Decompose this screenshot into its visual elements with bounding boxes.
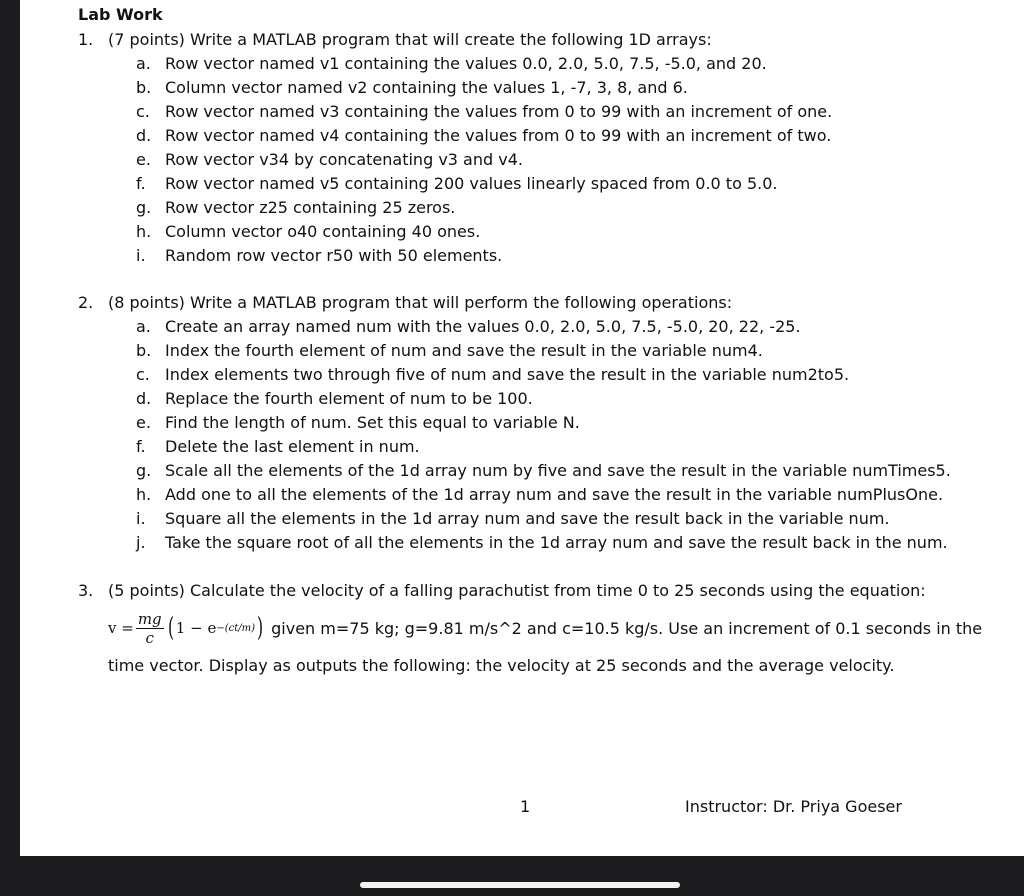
question-1-item-text: Row vector z25 containing 25 zeros. <box>165 198 456 217</box>
question-1-item-letter: g. <box>136 198 152 217</box>
question-1-item <box>78 148 978 172</box>
question-2-item-text: Find the length of num. Set this equal to variable N. <box>165 413 580 432</box>
question-1-item-text: Row vector named v5 containing 200 values linearly spaced from 0.0 to 5.0. <box>165 174 778 193</box>
question-1-item-letter: a. <box>136 54 151 73</box>
question-1-number: 1. <box>78 30 94 49</box>
question-2-item-text: Create an array named num with the values 0.0, 2.0, 5.0, 7.5, -5.0, 20, 22, -25. <box>165 317 801 336</box>
question-1-item-text: Row vector v34 by concatenating v3 and v4. <box>165 150 523 169</box>
question-2-item-text: Delete the last element in num. <box>165 437 420 456</box>
question-2-item <box>78 339 978 363</box>
equation-fraction <box>136 610 164 647</box>
question-1-item-letter: c. <box>136 102 150 121</box>
question-2-item-letter: f. <box>136 437 146 456</box>
question-3-given-text: given m=75 kg; g=9.81 m/s^2 and c=10.5 kg/s. Use an increment of 0.1 seconds in the <box>271 618 983 638</box>
velocity-equation <box>108 610 265 647</box>
question-2-item-letter: h. <box>136 485 152 504</box>
question-2-item-letter: c. <box>136 365 150 384</box>
question-2-item-text: Index the fourth element of num and save the result in the variable num4. <box>165 341 763 360</box>
question-2-item <box>78 411 978 435</box>
equation-open-paren: ( <box>167 613 174 643</box>
question-1-header <box>78 28 978 52</box>
question-2-item-text: Replace the fourth element of num to be 100. <box>165 389 533 408</box>
question-2-item <box>78 459 978 483</box>
question-1-item-text: Row vector named v4 containing the values from 0 to 99 with an increment of two. <box>165 126 832 145</box>
question-2-item-letter: i. <box>136 509 146 528</box>
question-2-item <box>78 531 978 555</box>
question-2-item-letter: d. <box>136 389 152 408</box>
question-1-item-letter: i. <box>136 246 146 265</box>
question-2 <box>78 291 978 555</box>
question-2-number: 2. <box>78 293 94 312</box>
question-1-items <box>78 52 978 268</box>
equation-one-minus-e: 1 − e <box>175 619 217 637</box>
question-2-item-text: Scale all the elements of the 1d array num by five and save the result in the variable numTimes5. <box>165 461 951 480</box>
question-2-item-text: Square all the elements in the 1d array num and save the result back in the variable num. <box>165 509 890 528</box>
question-2-item-letter: g. <box>136 461 152 480</box>
question-1-item <box>78 124 978 148</box>
equation-lhs: v = <box>108 619 134 637</box>
question-1-item <box>78 244 978 268</box>
question-2-item-text: Index elements two through five of num and save the result in the variable num2to5. <box>165 365 850 384</box>
home-indicator-bar[interactable] <box>360 882 680 888</box>
equation-close-paren: ) <box>257 613 264 643</box>
question-3-header <box>78 579 978 603</box>
document-page <box>20 0 1024 856</box>
question-1-item-letter: d. <box>136 126 152 145</box>
question-1-text: (7 points) Write a MATLAB program that will create the following 1D arrays: <box>108 30 712 49</box>
question-1-item <box>78 196 978 220</box>
equation-denominator: c <box>145 628 154 647</box>
question-2-text: (8 points) Write a MATLAB program that will perform the following operations: <box>108 293 733 312</box>
question-1-item-text: Column vector named v2 containing the values 1, -7, 3, 8, and 6. <box>165 78 688 97</box>
equation-numerator: mg <box>137 609 162 628</box>
question-2-item-letter: e. <box>136 413 151 432</box>
question-2-item <box>78 363 978 387</box>
question-3-continuation: time vector. Display as outputs the following: the velocity at 25 seconds and the average velocity. <box>108 656 895 675</box>
question-2-item <box>78 435 978 459</box>
question-1-item-text: Row vector named v1 containing the values 0.0, 2.0, 5.0, 7.5, -5.0, and 20. <box>165 54 767 73</box>
question-1-item <box>78 172 978 196</box>
question-2-item-letter: a. <box>136 317 151 336</box>
question-1-item-letter: h. <box>136 222 152 241</box>
question-1-item-text: Row vector named v3 containing the values from 0 to 99 with an increment of one. <box>165 102 833 121</box>
velocity-equation-line <box>108 605 988 651</box>
instructor-name: Instructor: Dr. Priya Goeser <box>685 797 902 816</box>
question-2-items <box>78 315 978 555</box>
question-2-item <box>78 507 978 531</box>
question-1-item-letter: b. <box>136 78 152 97</box>
question-2-item-text: Take the square root of all the elements in the 1d array num and save the result back in the num. <box>165 533 948 552</box>
question-1-item <box>78 76 978 100</box>
question-1-item <box>78 100 978 124</box>
question-2-item <box>78 315 978 339</box>
question-1-item-text: Column vector o40 containing 40 ones. <box>165 222 481 241</box>
question-2-header <box>78 291 978 315</box>
question-2-item <box>78 387 978 411</box>
question-2-item-text: Add one to all the elements of the 1d array num and save the result in the variable numPlusOne. <box>165 485 944 504</box>
page-number: 1 <box>520 797 531 816</box>
document-title: Lab Work <box>78 5 163 24</box>
question-2-item-letter: b. <box>136 341 152 360</box>
question-3-text: (5 points) Calculate the velocity of a falling parachutist from time 0 to 25 seconds using the equation: <box>108 581 926 600</box>
question-1 <box>78 28 978 268</box>
question-2-item-letter: j. <box>136 533 146 552</box>
question-1-item-letter: e. <box>136 150 151 169</box>
question-3-number: 3. <box>78 581 94 600</box>
question-3 <box>78 579 978 603</box>
question-1-item <box>78 220 978 244</box>
question-1-item <box>78 52 978 76</box>
equation-exponent: −(ct/m) <box>216 622 255 634</box>
question-2-item <box>78 483 978 507</box>
question-1-item-text: Random row vector r50 with 50 elements. <box>165 246 503 265</box>
question-1-item-letter: f. <box>136 174 146 193</box>
